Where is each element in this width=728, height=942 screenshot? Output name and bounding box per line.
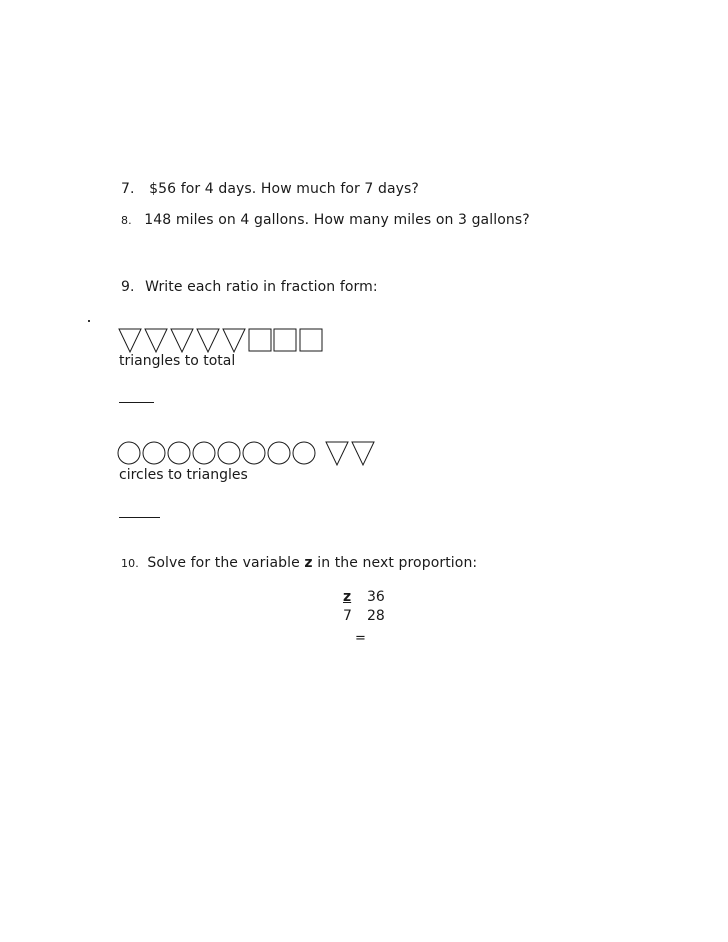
question-10-number: 10. xyxy=(121,557,139,570)
proportion-left-numerator: z xyxy=(343,589,352,605)
stray-mark xyxy=(88,320,90,322)
ratio-1-answer-blank[interactable] xyxy=(119,402,154,403)
question-8 xyxy=(121,212,530,228)
proportion-right-numerator: 36 xyxy=(367,589,385,605)
circle-shape xyxy=(293,442,315,464)
question-7-text: $56 for 4 days. How much for 7 days? xyxy=(149,181,419,197)
circle-shape xyxy=(218,442,240,464)
ratio-2-answer-blank[interactable] xyxy=(119,517,160,518)
square-shape xyxy=(249,329,271,351)
question-9-text: Write each ratio in fraction form: xyxy=(145,279,378,295)
ratio-1-label: triangles to total xyxy=(119,353,236,369)
circle-shape xyxy=(243,442,265,464)
ratio-2-label: circles to triangles xyxy=(119,467,248,483)
square-shape xyxy=(274,329,296,351)
question-10-variable: z xyxy=(304,555,313,571)
triangle-shape xyxy=(326,442,348,465)
question-8-number: 8. xyxy=(121,214,132,227)
circle-shape xyxy=(193,442,215,464)
triangle-shape xyxy=(197,329,219,352)
question-7 xyxy=(121,181,419,197)
circle-shape xyxy=(118,442,140,464)
question-10-text-after: in the next proportion: xyxy=(312,555,478,571)
proportion-right-denominator: 28 xyxy=(367,608,385,624)
square-shape xyxy=(300,329,322,351)
ratio-1-shapes xyxy=(118,328,330,356)
question-9 xyxy=(121,279,378,295)
circle-shape xyxy=(268,442,290,464)
circle-shape xyxy=(168,442,190,464)
triangle-shape xyxy=(119,329,141,352)
circle-shape xyxy=(143,442,165,464)
question-10 xyxy=(121,555,477,571)
proportion-left-denominator: 7 xyxy=(343,608,352,624)
question-8-text: 148 miles on 4 gallons. How many miles on 3 gallons? xyxy=(144,212,530,228)
proportion-equals: = xyxy=(355,631,366,646)
triangle-shape xyxy=(223,329,245,352)
triangle-shape xyxy=(145,329,167,352)
triangle-shape xyxy=(352,442,374,465)
question-10-text-before: Solve for the variable xyxy=(147,555,305,571)
ratio-2-shapes xyxy=(117,440,387,468)
question-7-number: 7. xyxy=(121,181,135,197)
triangle-shape xyxy=(171,329,193,352)
question-9-number: 9. xyxy=(121,279,135,295)
